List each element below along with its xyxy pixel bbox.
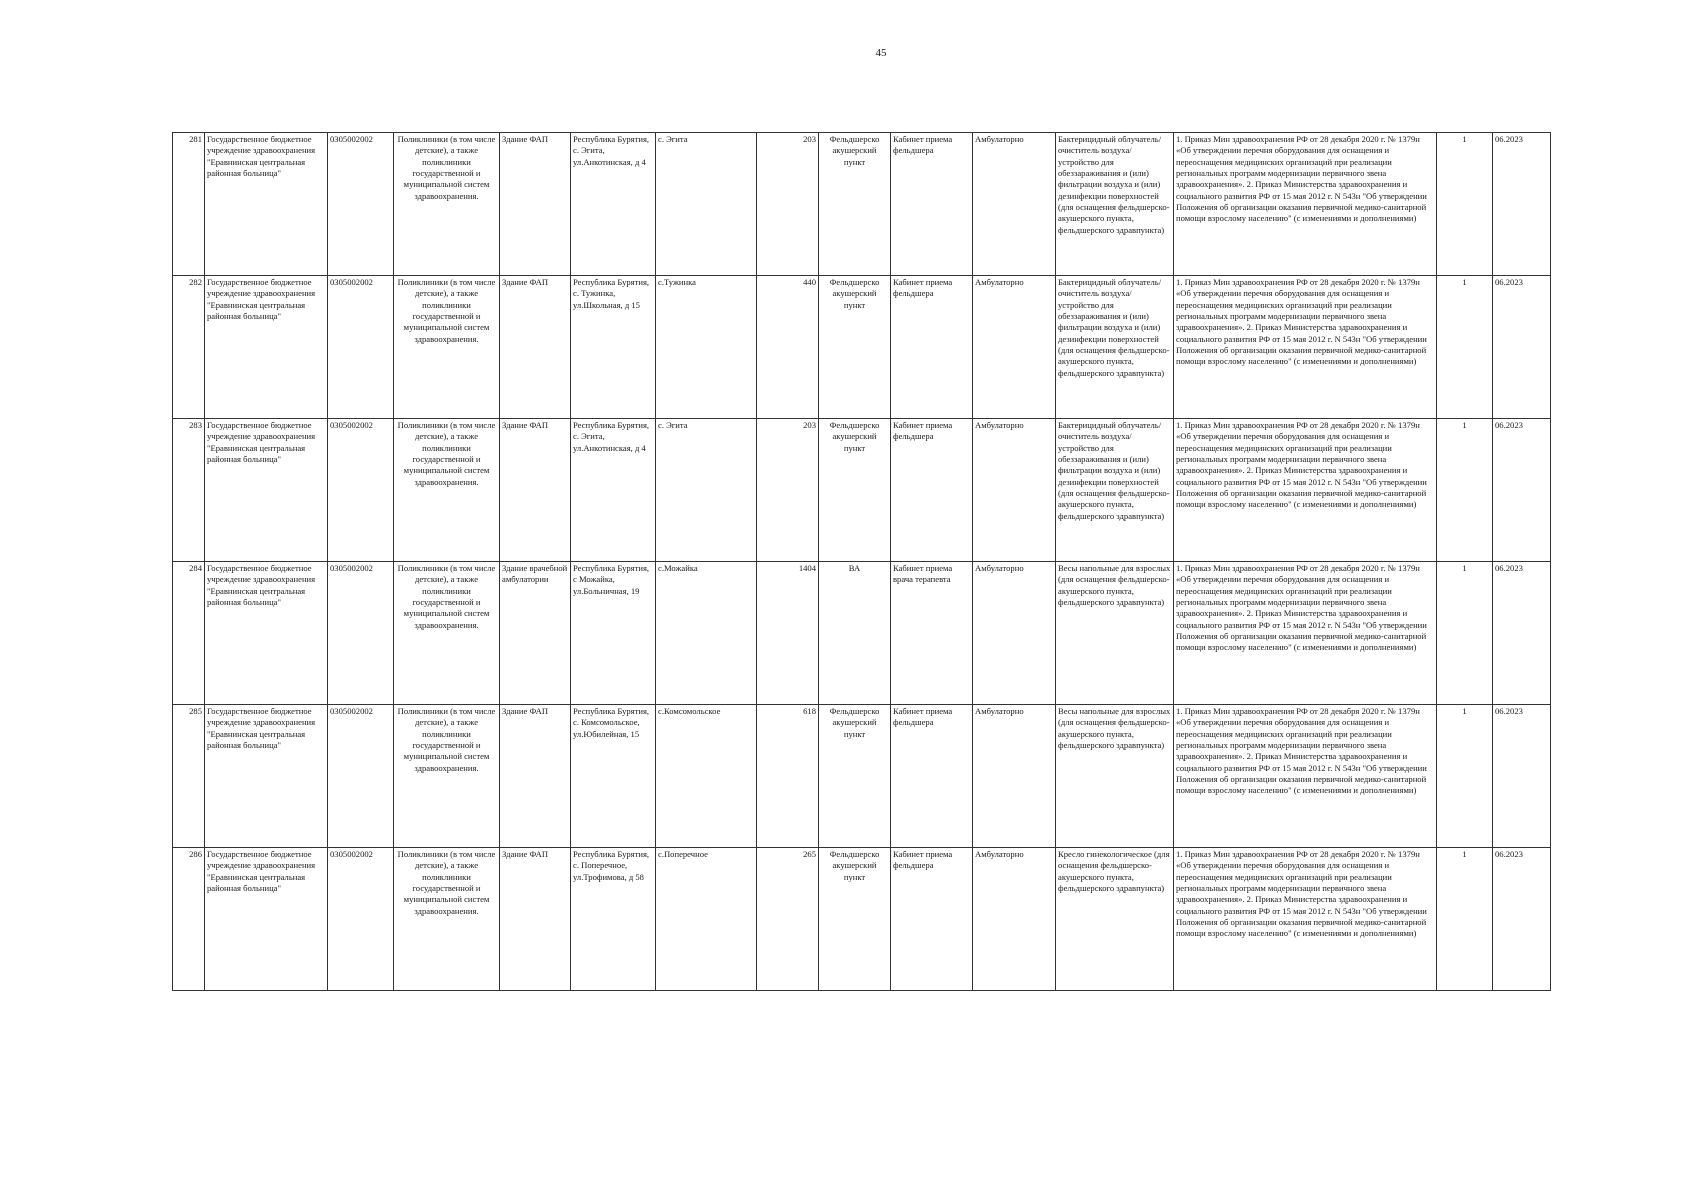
cell-org-code: 0305002002 — [328, 133, 394, 276]
table-row — [173, 848, 1551, 991]
cell-profile: Поликлиники (в том числе детские), а также поликлиники государственной и муниципальной систем здравоохранения. — [394, 705, 500, 848]
cell-organization: Государственное бюджетное учреждение здравоохранения "Еравнинская центральная районная больница" — [205, 276, 328, 419]
cell-number: 286 — [173, 848, 205, 991]
equipment-registry-table — [172, 132, 1551, 991]
cell-org-code: 0305002002 — [328, 562, 394, 705]
cell-date: 06.2023 — [1493, 562, 1551, 705]
cell-date: 06.2023 — [1493, 419, 1551, 562]
cell-population: 265 — [757, 848, 819, 991]
cell-number: 285 — [173, 705, 205, 848]
cell-building: Здание ФАП — [500, 419, 571, 562]
cell-room: Кабинет приема врача терапевта — [891, 562, 973, 705]
cell-profile: Поликлиники (в том числе детские), а также поликлиники государственной и муниципальной систем здравоохранения. — [394, 133, 500, 276]
cell-equipment: Весы напольные для взрослых (для оснащения фельдшерско-акушерского пункта, фельдшерского здравпункта) — [1056, 562, 1174, 705]
cell-settlement: с. Эгита — [656, 419, 757, 562]
cell-org-code: 0305002002 — [328, 419, 394, 562]
cell-date: 06.2023 — [1493, 133, 1551, 276]
cell-equipment: Бактерицидный облучатель/очиститель воздуха/устройство для обеззараживания и (или) фильтрации воздуха и (или) дезинфекции поверхностей (для оснащения фельдшерско-акушерского пункта, фельдшерского здравпункта) — [1056, 276, 1174, 419]
cell-unit: Фельдшерско акушерский пункт — [819, 276, 891, 419]
cell-building: Здание врачебной амбулатории — [500, 562, 571, 705]
cell-organization: Государственное бюджетное учреждение здравоохранения "Еравнинская центральная районная больница" — [205, 562, 328, 705]
table-row — [173, 562, 1551, 705]
table-row — [173, 133, 1551, 276]
cell-care-type: Амбулаторно — [973, 133, 1056, 276]
cell-care-type: Амбулаторно — [973, 276, 1056, 419]
cell-population: 203 — [757, 419, 819, 562]
cell-population: 440 — [757, 276, 819, 419]
cell-profile: Поликлиники (в том числе детские), а также поликлиники государственной и муниципальной систем здравоохранения. — [394, 848, 500, 991]
cell-address: Республика Бурятия, с. Поперечное, ул.Трофимова, д 58 — [571, 848, 656, 991]
cell-profile: Поликлиники (в том числе детские), а также поликлиники государственной и муниципальной систем здравоохранения. — [394, 562, 500, 705]
cell-building: Здание ФАП — [500, 705, 571, 848]
table-row — [173, 705, 1551, 848]
cell-care-type: Амбулаторно — [973, 562, 1056, 705]
cell-settlement: с. Эгита — [656, 133, 757, 276]
cell-settlement: с.Тужинка — [656, 276, 757, 419]
cell-quantity: 1 — [1437, 705, 1493, 848]
cell-room: Кабинет приема фельдшера — [891, 848, 973, 991]
cell-organization: Государственное бюджетное учреждение здравоохранения "Еравнинская центральная районная больница" — [205, 133, 328, 276]
cell-settlement: с.Поперечное — [656, 848, 757, 991]
cell-address: Республика Бурятия, с. Тужинка, ул.Школьная, д 15 — [571, 276, 656, 419]
cell-profile: Поликлиники (в том числе детские), а также поликлиники государственной и муниципальной систем здравоохранения. — [394, 419, 500, 562]
cell-building: Здание ФАП — [500, 848, 571, 991]
cell-equipment: Кресло гинекологическое (для оснащения фельдшерско-акушерского пункта, фельдшерского здравпункта) — [1056, 848, 1174, 991]
cell-unit: Фельдшерско акушерский пункт — [819, 419, 891, 562]
cell-care-type: Амбулаторно — [973, 848, 1056, 991]
cell-quantity: 1 — [1437, 562, 1493, 705]
cell-number: 283 — [173, 419, 205, 562]
cell-equipment: Весы напольные для взрослых (для оснащения фельдшерско-акушерского пункта, фельдшерского здравпункта) — [1056, 705, 1174, 848]
cell-quantity: 1 — [1437, 419, 1493, 562]
cell-building: Здание ФАП — [500, 133, 571, 276]
cell-org-code: 0305002002 — [328, 276, 394, 419]
cell-room: Кабинет приема фельдшера — [891, 419, 973, 562]
cell-room: Кабинет приема фельдшера — [891, 133, 973, 276]
cell-number: 282 — [173, 276, 205, 419]
cell-unit: Фельдшерско акушерский пункт — [819, 705, 891, 848]
cell-organization: Государственное бюджетное учреждение здравоохранения "Еравнинская центральная районная больница" — [205, 848, 328, 991]
cell-legal-basis: 1. Приказ Мин здравоохранения РФ от 28 декабря 2020 г. № 1379н «Об утверждении перечня оборудования для оснащения и переоснащения медицинских организаций при реализации региональных программ модернизации первичного звена здравоохранения». 2. Приказ Министерства здравоохранения и социального развития РФ от 15 мая 2012 г. N 543н "Об утверждении Положения об организации оказания первичной медико-санитарной помощи взрослому населению" (с изменениями и дополнениями) — [1174, 133, 1437, 276]
cell-address: Республика Бурятия, с. Эгита, ул.Анкотинская, д 4 — [571, 133, 656, 276]
cell-number: 284 — [173, 562, 205, 705]
cell-organization: Государственное бюджетное учреждение здравоохранения "Еравнинская центральная районная больница" — [205, 419, 328, 562]
cell-profile: Поликлиники (в том числе детские), а также поликлиники государственной и муниципальной систем здравоохранения. — [394, 276, 500, 419]
cell-address: Республика Бурятия, с Можайка, ул.Больничная, 19 — [571, 562, 656, 705]
cell-date: 06.2023 — [1493, 705, 1551, 848]
cell-organization: Государственное бюджетное учреждение здравоохранения "Еравнинская центральная районная больница" — [205, 705, 328, 848]
cell-population: 618 — [757, 705, 819, 848]
cell-quantity: 1 — [1437, 133, 1493, 276]
cell-address: Республика Бурятия, с. Комсомольское, ул.Юбилейная, 15 — [571, 705, 656, 848]
cell-building: Здание ФАП — [500, 276, 571, 419]
cell-care-type: Амбулаторно — [973, 419, 1056, 562]
cell-settlement: с.Можайка — [656, 562, 757, 705]
cell-legal-basis: 1. Приказ Мин здравоохранения РФ от 28 декабря 2020 г. № 1379н «Об утверждении перечня оборудования для оснащения и переоснащения медицинских организаций при реализации региональных программ модернизации первичного звена здравоохранения». 2. Приказ Министерства здравоохранения и социального развития РФ от 15 мая 2012 г. N 543н "Об утверждении Положения об организации оказания первичной медико-санитарной помощи взрослому населению" (с изменениями и дополнениями) — [1174, 419, 1437, 562]
cell-quantity: 1 — [1437, 848, 1493, 991]
cell-org-code: 0305002002 — [328, 848, 394, 991]
cell-unit: Фельдшерско акушерский пункт — [819, 133, 891, 276]
cell-legal-basis: 1. Приказ Мин здравоохранения РФ от 28 декабря 2020 г. № 1379н «Об утверждении перечня оборудования для оснащения и переоснащения медицинских организаций при реализации региональных программ модернизации первичного звена здравоохранения». 2. Приказ Министерства здравоохранения и социального развития РФ от 15 мая 2012 г. N 543н "Об утверждении Положения об организации оказания первичной медико-санитарной помощи взрослому населению" (с изменениями и дополнениями) — [1174, 276, 1437, 419]
cell-population: 203 — [757, 133, 819, 276]
cell-unit: Фельдшерско акушерский пункт — [819, 848, 891, 991]
page-number: 45 — [875, 47, 887, 59]
cell-date: 06.2023 — [1493, 276, 1551, 419]
cell-population: 1404 — [757, 562, 819, 705]
cell-number: 281 — [173, 133, 205, 276]
cell-legal-basis: 1. Приказ Мин здравоохранения РФ от 28 декабря 2020 г. № 1379н «Об утверждении перечня оборудования для оснащения и переоснащения медицинских организаций при реализации региональных программ модернизации первичного звена здравоохранения». 2. Приказ Министерства здравоохранения и социального развития РФ от 15 мая 2012 г. N 543н "Об утверждении Положения об организации оказания первичной медико-санитарной помощи взрослому населению" (с изменениями и дополнениями) — [1174, 705, 1437, 848]
cell-room: Кабинет приема фельдшера — [891, 276, 973, 419]
cell-room: Кабинет приема фельдшера — [891, 705, 973, 848]
cell-unit: ВА — [819, 562, 891, 705]
cell-legal-basis: 1. Приказ Мин здравоохранения РФ от 28 декабря 2020 г. № 1379н «Об утверждении перечня оборудования для оснащения и переоснащения медицинских организаций при реализации региональных программ модернизации первичного звена здравоохранения». 2. Приказ Министерства здравоохранения и социального развития РФ от 15 мая 2012 г. N 543н "Об утверждении Положения об организации оказания первичной медико-санитарной помощи взрослому населению" (с изменениями и дополнениями) — [1174, 848, 1437, 991]
table-row — [173, 276, 1551, 419]
cell-equipment: Бактерицидный облучатель/очиститель воздуха/устройство для обеззараживания и (или) фильтрации воздуха и (или) дезинфекции поверхностей (для оснащения фельдшерско-акушерского пункта, фельдшерского здравпункта) — [1056, 133, 1174, 276]
cell-org-code: 0305002002 — [328, 705, 394, 848]
table-row — [173, 419, 1551, 562]
cell-address: Республика Бурятия, с. Эгита, ул.Анкотинская, д 4 — [571, 419, 656, 562]
cell-settlement: с.Комсомольское — [656, 705, 757, 848]
cell-quantity: 1 — [1437, 276, 1493, 419]
cell-date: 06.2023 — [1493, 848, 1551, 991]
cell-legal-basis: 1. Приказ Мин здравоохранения РФ от 28 декабря 2020 г. № 1379н «Об утверждении перечня оборудования для оснащения и переоснащения медицинских организаций при реализации региональных программ модернизации первичного звена здравоохранения». 2. Приказ Министерства здравоохранения и социального развития РФ от 15 мая 2012 г. N 543н "Об утверждении Положения об организации оказания первичной медико-санитарной помощи взрослому населению" (с изменениями и дополнениями) — [1174, 562, 1437, 705]
cell-equipment: Бактерицидный облучатель/очиститель воздуха/устройство для обеззараживания и (или) фильтрации воздуха и (или) дезинфекции поверхностей (для оснащения фельдшерско-акушерского пункта, фельдшерского здравпункта) — [1056, 419, 1174, 562]
cell-care-type: Амбулаторно — [973, 705, 1056, 848]
